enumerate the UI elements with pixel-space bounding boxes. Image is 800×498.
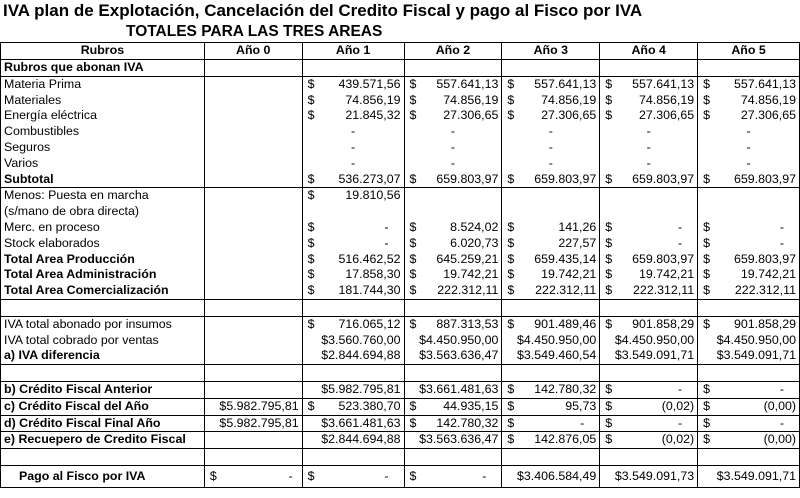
iva-table [0,42,800,488]
cell-ano0 [204,348,302,364]
row-label: Subtotal [1,172,205,188]
cell-ano3 [502,60,600,77]
table-row [1,465,800,487]
cell-ano3: $ 659.435,14 [502,252,600,268]
cell-ano4: $ 19.742,21 [600,267,698,283]
cell-ano0 [204,365,302,382]
cell-ano2: $ 645.259,21 [404,252,502,268]
table-row [1,398,800,415]
cell-ano5: $ - [698,236,800,252]
col-header-ano4: Año 4 [600,43,698,60]
cell-ano1: $2.844.694,88 [302,432,404,449]
table-row [1,236,800,252]
row-label: Total Area Administración [1,267,205,283]
table-row [1,432,800,449]
cell-ano0 [204,188,302,204]
cell-ano1 [302,60,404,77]
row-label: Combustibles [1,124,205,140]
cell-ano0: $5.982.795,81 [204,415,302,432]
row-label [1,365,205,382]
row-label: (s/mano de obra directa) [1,204,205,220]
cell-ano0 [204,172,302,188]
row-label: Menos: Puesta en marcha [1,188,205,204]
cell-ano0: $ - [204,465,302,487]
row-label: Merc. en proceso [1,220,205,236]
cell-ano0 [204,108,302,124]
row-label: Stock elaborados [1,236,205,252]
cell-ano4: $ - [600,236,698,252]
cell-ano5: $ 74.856,19 [698,93,800,109]
cell-ano5: $ 19.742,21 [698,267,800,283]
table-row [1,299,800,316]
cell-ano5: $ 659.803,97 [698,252,800,268]
row-label: Materiales [1,93,205,109]
cell-ano5: $ - [698,381,800,398]
table-row [1,267,800,283]
cell-ano0 [204,156,302,172]
cell-ano0 [204,93,302,109]
cell-ano2: - [404,156,502,172]
cell-ano1: $ 181.744,30 [302,283,404,299]
cell-ano0 [204,204,302,220]
cell-ano0 [204,140,302,156]
table-row [1,348,800,364]
cell-ano3: $ 19.742,21 [502,267,600,283]
cell-ano2: $ 659.803,97 [404,172,502,188]
cell-ano0 [204,76,302,92]
col-header-ano1: Año 1 [302,43,404,60]
cell-ano1 [302,204,404,220]
cell-ano0 [204,299,302,316]
cell-ano3: - [502,124,600,140]
row-label: Pago al Fisco por IVA [1,465,205,487]
cell-ano2 [404,365,502,382]
cell-ano0: $5.982.795,81 [204,398,302,415]
table-row [1,76,800,92]
row-label: c) Crédito Fiscal del Año [1,398,205,415]
cell-ano1: $ 19.810,56 [302,188,404,204]
cell-ano4 [600,299,698,316]
sheet-title: IVA plan de Explotación, Cancelación del Credito Fiscal y pago al Fisco por IVA [3,1,643,20]
cell-ano4: - [600,140,698,156]
cell-ano0 [204,316,302,332]
row-label: Total Area Comercialización [1,283,205,299]
cell-ano1 [302,299,404,316]
cell-ano0 [204,60,302,77]
row-label: Varios [1,156,205,172]
cell-ano0 [204,283,302,299]
cell-ano4 [600,188,698,204]
cell-ano1: $3.560.760,00 [302,333,404,349]
cell-ano2 [404,449,502,466]
cell-ano5: - [698,156,800,172]
cell-ano4: $ (0,02) [600,432,698,449]
cell-ano5 [698,188,800,204]
row-label: IVA total abonado por insumos [1,316,205,332]
cell-ano3: - [502,140,600,156]
table-row [1,140,800,156]
table-row [1,283,800,299]
cell-ano5: $ - [698,415,800,432]
cell-ano0 [204,381,302,398]
table-row [1,381,800,398]
cell-ano3: $ 142.876,05 [502,432,600,449]
cell-ano1: $3.661.481,63 [302,415,404,432]
cell-ano1: $ 536.273,07 [302,172,404,188]
table-row [1,156,800,172]
cell-ano5: $ 222.312,11 [698,283,800,299]
cell-ano5: $3.549.091,71 [698,348,800,364]
cell-ano3: $ 222.312,11 [502,283,600,299]
row-label: d) Crédito Fiscal Final Año [1,415,205,432]
cell-ano0 [204,449,302,466]
cell-ano1: $ 439.571,56 [302,76,404,92]
cell-ano5 [698,365,800,382]
row-label: Rubros que abonan IVA [1,60,205,77]
cell-ano3: $ 227,57 [502,236,600,252]
cell-ano4: $ 74.856,19 [600,93,698,109]
cell-ano5 [698,449,800,466]
cell-ano2 [404,188,502,204]
table-row [1,108,800,124]
cell-ano4: $ - [600,415,698,432]
cell-ano1: $ 716.065,12 [302,316,404,332]
row-label [1,449,205,466]
cell-ano5: $ 557.641,13 [698,76,800,92]
cell-ano3 [502,299,600,316]
cell-ano3: $ 901.489,46 [502,316,600,332]
cell-ano3: - [502,156,600,172]
cell-ano4 [600,60,698,77]
col-header-rubros: Rubros [1,43,205,60]
cell-ano3 [502,365,600,382]
cell-ano0 [204,236,302,252]
cell-ano2: $3.563.636,47 [404,432,502,449]
cell-ano0 [204,432,302,449]
cell-ano5: - [698,124,800,140]
cell-ano3: $ 74.856,19 [502,93,600,109]
cell-ano4: $ 901.858,29 [600,316,698,332]
row-label: Seguros [1,140,205,156]
row-label [1,299,205,316]
header-row [1,43,800,60]
cell-ano1: $ 17.858,30 [302,267,404,283]
cell-ano3: $ 557.641,13 [502,76,600,92]
cell-ano2: $ 6.020,73 [404,236,502,252]
cell-ano1: - [302,156,404,172]
table-row [1,415,800,432]
cell-ano5: - [698,140,800,156]
cell-ano2: $ 557.641,13 [404,76,502,92]
cell-ano3: $ 27.306,65 [502,108,600,124]
cell-ano4: $3.549.091,73 [600,465,698,487]
cell-ano4: $ 659.803,97 [600,172,698,188]
cell-ano1: $2.844.694,88 [302,348,404,364]
row-label: IVA total cobrado por ventas [1,333,205,349]
cell-ano4: $ - [600,381,698,398]
cell-ano2: $3.563.636,47 [404,348,502,364]
table-body [1,60,800,488]
cell-ano1: $5.982.795,81 [302,381,404,398]
cell-ano4 [600,204,698,220]
cell-ano1: - [302,140,404,156]
cell-ano5: $ 901.858,29 [698,316,800,332]
cell-ano3: $ 95,73 [502,398,600,415]
sheet-subtitle: TOTALES PARA LAS TRES AREAS [126,23,383,40]
cell-ano2: $ 142.780,32 [404,415,502,432]
cell-ano5: $ (0,00) [698,432,800,449]
cell-ano1: - [302,124,404,140]
cell-ano2 [404,204,502,220]
cell-ano2: - [404,124,502,140]
cell-ano5: $ 659.803,97 [698,172,800,188]
cell-ano4: $ 557.641,13 [600,76,698,92]
cell-ano2 [404,60,502,77]
cell-ano2: $ 19.742,21 [404,267,502,283]
cell-ano1: $ 523.380,70 [302,398,404,415]
cell-ano4: $3.549.091,71 [600,348,698,364]
cell-ano2: $4.450.950,00 [404,333,502,349]
cell-ano0 [204,220,302,236]
cell-ano2: $ 74.856,19 [404,93,502,109]
cell-ano3: $ 659.803,97 [502,172,600,188]
table-row [1,220,800,236]
cell-ano4: $ 222.312,11 [600,283,698,299]
cell-ano2: - [404,140,502,156]
cell-ano3: $ 141,26 [502,220,600,236]
row-label: e) Recuepero de Credito Fiscal [1,432,205,449]
cell-ano5 [698,60,800,77]
cell-ano4: $ - [600,220,698,236]
cell-ano5 [698,204,800,220]
table-row [1,93,800,109]
cell-ano2 [404,299,502,316]
col-header-ano3: Año 3 [502,43,600,60]
table-row [1,333,800,349]
cell-ano3: $3.406.584,49 [502,465,600,487]
cell-ano0 [204,333,302,349]
table-row [1,316,800,332]
table-row [1,124,800,140]
cell-ano4 [600,365,698,382]
cell-ano3: $4.450.950,00 [502,333,600,349]
table-row [1,252,800,268]
cell-ano3: $ - [502,415,600,432]
cell-ano3: $ 142.780,32 [502,381,600,398]
cell-ano0 [204,252,302,268]
row-label: b) Crédito Fiscal Anterior [1,381,205,398]
cell-ano2: $ - [404,465,502,487]
col-header-ano0: Año 0 [204,43,302,60]
table-row [1,204,800,220]
cell-ano2: $ 8.524,02 [404,220,502,236]
table-row [1,60,800,77]
cell-ano2: $ 27.306,65 [404,108,502,124]
cell-ano5: $ (0,00) [698,398,800,415]
cell-ano3 [502,449,600,466]
cell-ano5: $ - [698,220,800,236]
row-label: a) IVA diferencia [1,348,205,364]
table-row [1,188,800,204]
cell-ano1: $ - [302,236,404,252]
row-label: Materia Prima [1,76,205,92]
cell-ano1: $ 21.845,32 [302,108,404,124]
row-label: Total Area Producción [1,252,205,268]
cell-ano1 [302,449,404,466]
table-row [1,172,800,188]
cell-ano2: $ 887.313,53 [404,316,502,332]
cell-ano0 [204,124,302,140]
cell-ano1 [302,365,404,382]
cell-ano5 [698,299,800,316]
cell-ano4: $ (0,02) [600,398,698,415]
cell-ano1: $ - [302,465,404,487]
cell-ano2: $3.661.481,63 [404,381,502,398]
cell-ano1: $ - [302,220,404,236]
cell-ano4: $ 659.803,97 [600,252,698,268]
cell-ano2: $ 44.935,15 [404,398,502,415]
cell-ano2: $ 222.312,11 [404,283,502,299]
table-row [1,365,800,382]
cell-ano3 [502,188,600,204]
cell-ano5: $3.549.091,71 [698,465,800,487]
cell-ano4 [600,449,698,466]
cell-ano4: - [600,156,698,172]
cell-ano5: $ 27.306,65 [698,108,800,124]
cell-ano4: - [600,124,698,140]
cell-ano5: $4.450.950,00 [698,333,800,349]
cell-ano4: $4.450.950,00 [600,333,698,349]
row-label: Energía eléctrica [1,108,205,124]
cell-ano3: $3.549.460,54 [502,348,600,364]
cell-ano0 [204,267,302,283]
col-header-ano5: Año 5 [698,43,800,60]
cell-ano4: $ 27.306,65 [600,108,698,124]
col-header-ano2: Año 2 [404,43,502,60]
cell-ano1: $ 74.856,19 [302,93,404,109]
cell-ano1: $ 516.462,52 [302,252,404,268]
table-row [1,449,800,466]
cell-ano3 [502,204,600,220]
